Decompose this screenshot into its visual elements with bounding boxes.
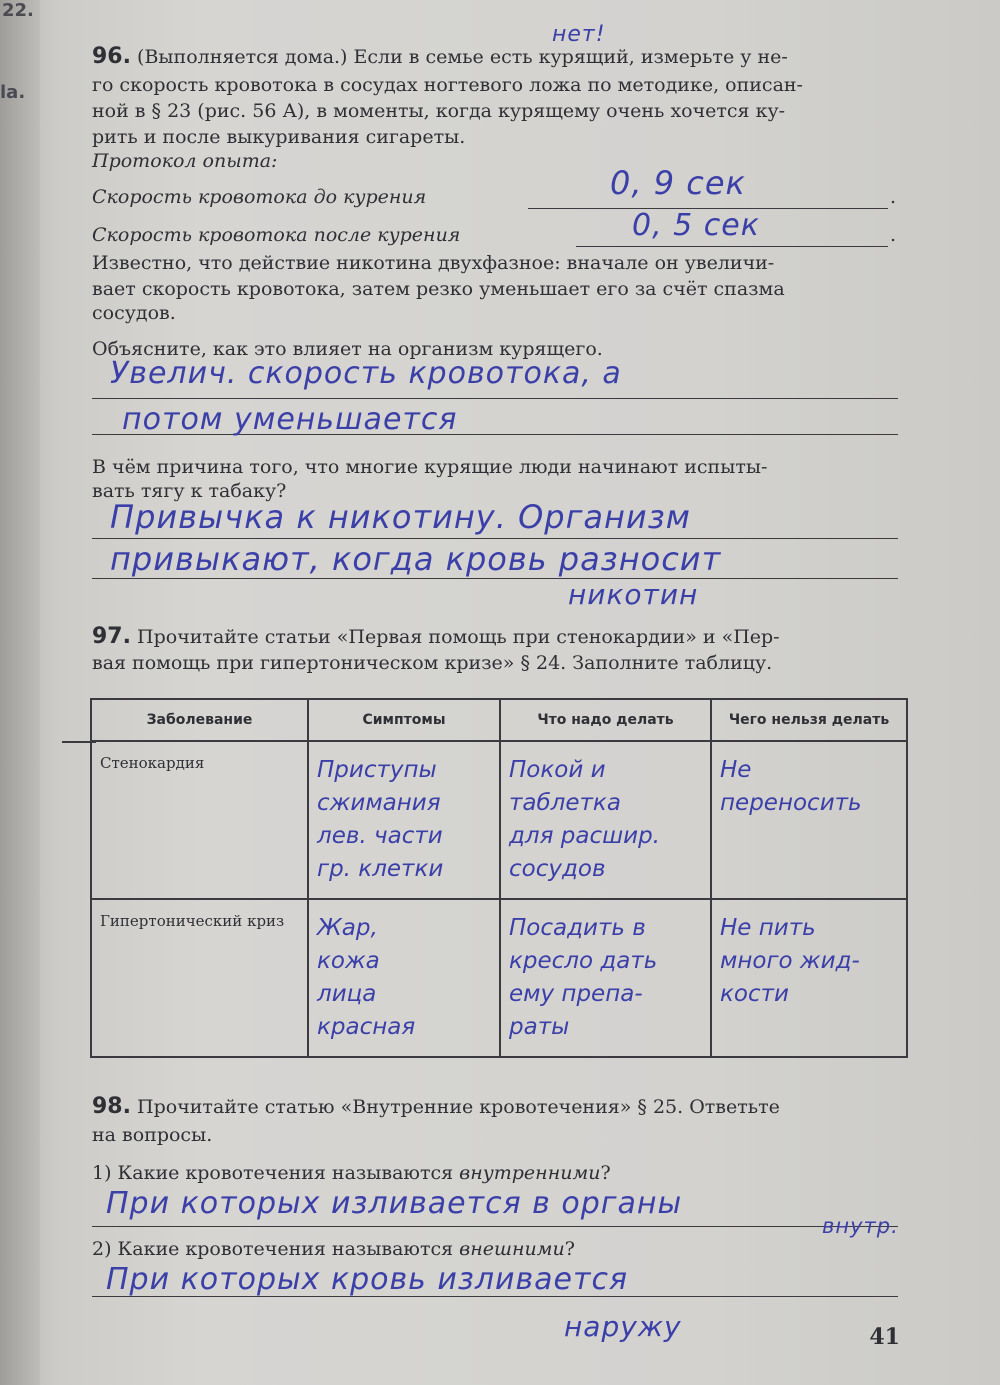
to-do-cell: Посадить в кресло дать ему препа- раты bbox=[500, 899, 711, 1057]
task-98-line-1: 98. Прочитайте статью «Внутренние кровотечения» § 25. Ответьте bbox=[92, 1094, 780, 1119]
speed-after-period: . bbox=[890, 224, 897, 246]
nicotine-text-3: сосудов. bbox=[92, 302, 176, 324]
answer-cause-2: привыкают, когда кровь разносит bbox=[110, 540, 722, 578]
disease-cell: Стенокардия bbox=[91, 741, 308, 899]
question-external: 2) Какие кровотечения называются внешними? bbox=[92, 1238, 575, 1260]
speed-before-label: Скорость кровотока до курения bbox=[92, 186, 427, 208]
table-row bbox=[91, 741, 907, 899]
not-to-do-cell: Не переносить bbox=[711, 741, 907, 899]
task-96-line-2: го скорость кровотока в сосудах ногтевого ложа по методике, описан- bbox=[92, 74, 803, 96]
margin-note-side: la. bbox=[0, 82, 26, 103]
header-disease: Заболевание bbox=[91, 699, 308, 741]
answer-line-4 bbox=[92, 578, 898, 579]
answer-cause-3: никотин bbox=[568, 578, 699, 611]
answer-line-3 bbox=[92, 538, 898, 539]
question-cause-1: В чём причина того, что многие курящие люди начинают испыты- bbox=[92, 456, 768, 478]
question-cause-2: вать тягу к табаку? bbox=[92, 480, 287, 502]
question-explain: Объясните, как это влияет на организм курящего. bbox=[92, 338, 603, 360]
page-number: 41 bbox=[869, 1324, 900, 1350]
speed-before-answer: 0, 9 сек bbox=[610, 164, 746, 202]
answer-explain-2: потом уменьшается bbox=[122, 402, 458, 437]
protocol-heading: Протокол опыта: bbox=[92, 150, 278, 172]
header-not-to-do: Чего нельзя делать bbox=[711, 699, 907, 741]
margin-note-top: 22. bbox=[2, 0, 34, 21]
first-aid-table bbox=[90, 698, 908, 1058]
to-do-cell: Покой и таблетка для расшир. сосудов bbox=[500, 741, 711, 899]
answer-cause-1: Привычка к никотину. Организм bbox=[110, 498, 691, 536]
nicotine-text-1: Известно, что действие никотина двухфазное: вначале он увеличи- bbox=[92, 252, 775, 274]
answer-external: При которых кровь изливается bbox=[106, 1262, 629, 1297]
task-96-line-4: рить и после выкуривания сигареты. bbox=[92, 126, 466, 148]
table-row bbox=[91, 899, 907, 1057]
task-97-line-2: вая помощь при гипертоническом кризе» § 24. Заполните таблицу. bbox=[92, 652, 773, 674]
answer-line-1 bbox=[92, 398, 898, 399]
task-98-line-2: на вопросы. bbox=[92, 1124, 213, 1146]
answer-line-5 bbox=[92, 1226, 898, 1227]
page-gutter-shadow bbox=[0, 0, 40, 1385]
handwritten-correction-net: нет! bbox=[552, 22, 606, 47]
answer-external-cont: наружу bbox=[564, 1310, 682, 1343]
symptoms-cell: Жар, кожа лица красная bbox=[308, 899, 500, 1057]
table-header-row bbox=[91, 699, 907, 741]
not-to-do-cell: Не пить много жид- кости bbox=[711, 899, 907, 1057]
disease-cell: Гипертонический криз bbox=[91, 899, 308, 1057]
answer-internal: При которых изливается в органы bbox=[106, 1186, 683, 1221]
header-symptoms: Симптомы bbox=[308, 699, 500, 741]
question-internal: 1) Какие кровотечения называются внутренними? bbox=[92, 1162, 611, 1184]
nicotine-text-2: вает скорость кровотока, затем резко уменьшает его за счёт спазма bbox=[92, 278, 785, 300]
answer-explain-1: Увелич. скорость кровотока, а bbox=[110, 356, 622, 391]
task-97-line-1: 97. Прочитайте статьи «Первая помощь при стенокардии» и «Пер- bbox=[92, 624, 780, 649]
speed-after-label: Скорость кровотока после курения bbox=[92, 224, 461, 246]
speed-after-answer: 0, 5 сек bbox=[632, 208, 760, 243]
answer-internal-cont: внутр. bbox=[822, 1214, 899, 1238]
symptoms-cell: Приступы сжимания лев. части гр. клетки bbox=[308, 741, 500, 899]
speed-before-period: . bbox=[890, 186, 897, 208]
task-96-line-3: ной в § 23 (рис. 56 А), в моменты, когда курящему очень хочется ку- bbox=[92, 100, 786, 122]
header-to-do: Что надо делать bbox=[500, 699, 711, 741]
task-96-line-1: 96. (Выполняется дома.) Если в семье есть курящий, измерьте у не- bbox=[92, 44, 788, 69]
speed-after-line bbox=[576, 246, 888, 247]
